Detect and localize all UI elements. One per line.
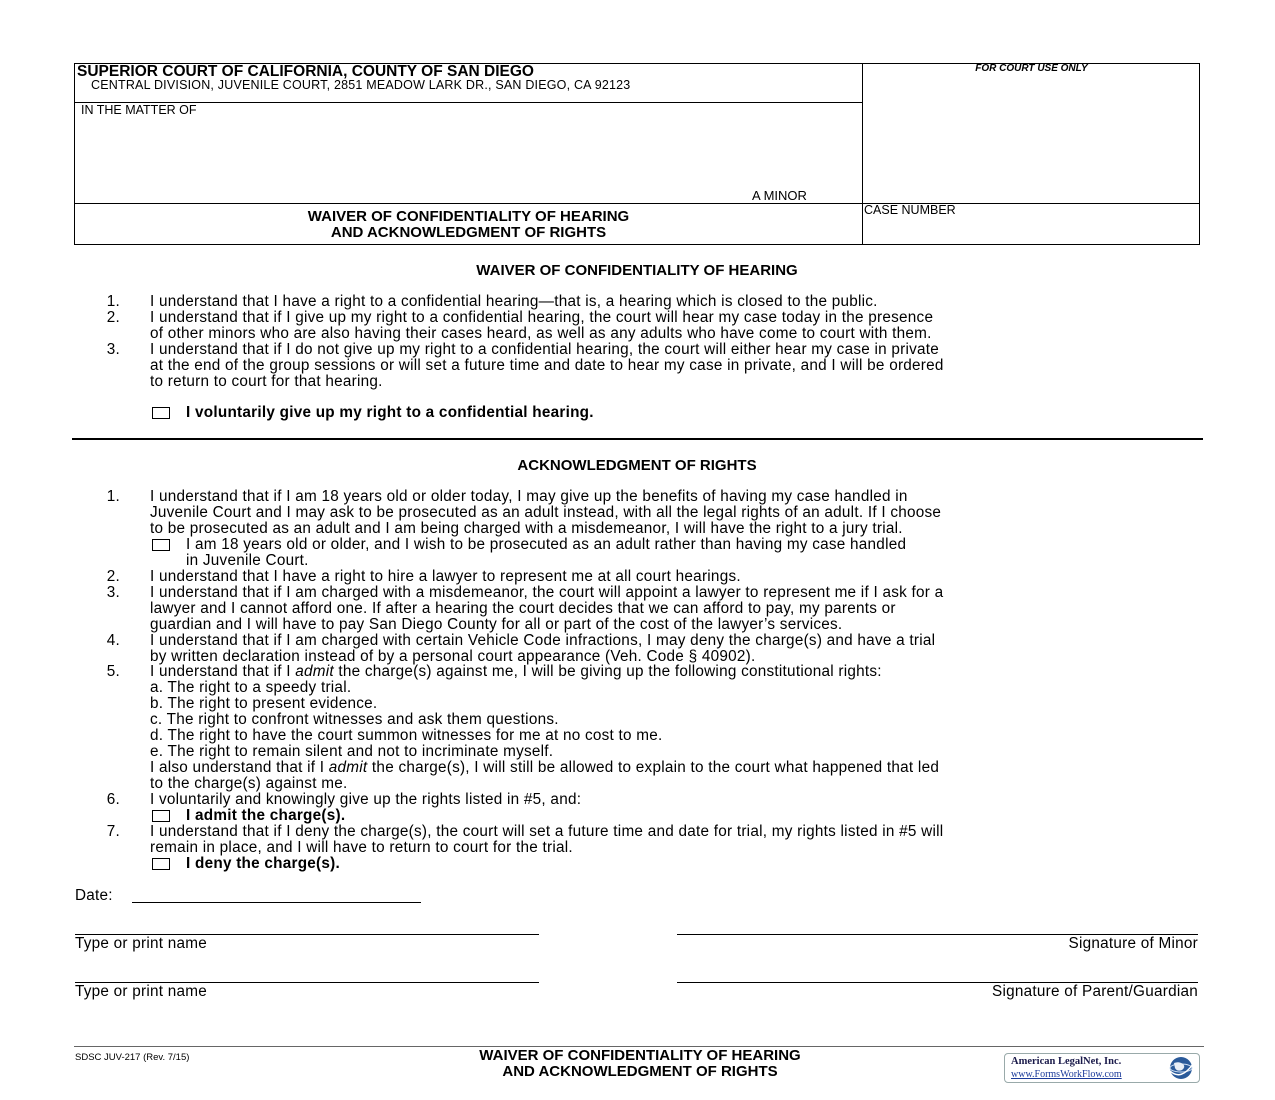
rights-item-2-line: I understand that I have a right to hire a lawyer to represent me at all court hearings. bbox=[150, 568, 741, 585]
rights-item-7-line: I understand that if I deny the charge(s), the court will set a future time and date for trial, my rights listed in #5 will bbox=[150, 823, 944, 840]
a-minor-label: A MINOR bbox=[752, 188, 807, 203]
waiver-item-2-line: of other minors who are also having their cases heard, as well as any adults who have come to court with them. bbox=[150, 325, 932, 342]
date-field[interactable] bbox=[132, 902, 421, 903]
print-name-label-1: Type or print name bbox=[75, 935, 208, 952]
section-divider bbox=[72, 438, 1203, 440]
deny-charges-checkbox[interactable] bbox=[152, 858, 170, 870]
rights-item-7-line: remain in place, and I will have to return to court for the trial. bbox=[150, 839, 573, 856]
rights-item-3-line: guardian and I will have to pay San Diego County for all or part of the cost of the lawyer’s services. bbox=[150, 616, 843, 633]
rights-item-1-line: Juvenile Court and I may ask to be prosecuted as an adult instead, with all the legal rights of an adult. If I choose bbox=[150, 504, 942, 521]
rights-item-5-number: 5. bbox=[106, 663, 120, 680]
court-name: SUPERIOR COURT OF CALIFORNIA, COUNTY OF SAN DIEGO bbox=[77, 63, 534, 80]
rights-heading: ACKNOWLEDGMENT OF RIGHTS bbox=[517, 457, 757, 474]
print-name-label-2: Type or print name bbox=[75, 983, 208, 1000]
waive-confidentiality-label: I voluntarily give up my right to a confidential hearing. bbox=[186, 404, 594, 421]
rights-item-5-also: I also understand that if I admit the charge(s), I will still be allowed to explain to the court what happened that led bbox=[150, 759, 940, 776]
waiver-item-3-line: at the end of the group sessions or will set a future time and date to hear my case in private, and I will be ordered bbox=[150, 357, 944, 374]
form-title-line1: WAIVER OF CONFIDENTIALITY OF HEARING bbox=[307, 208, 630, 225]
prosecute-as-adult-checkbox[interactable] bbox=[152, 539, 170, 551]
rights-item-5-intro: I understand that if I admit the charge(s) against me, I will be giving up the following constitutional rights: bbox=[150, 663, 882, 680]
right-confront-witnesses: c. The right to confront witnesses and ask them questions. bbox=[150, 711, 559, 728]
globe-icon bbox=[1167, 1055, 1195, 1081]
rights-item-1-number: 1. bbox=[106, 488, 120, 505]
waiver-item-1-line: I understand that I have a right to a confidential hearing—that is, a hearing which is closed to the public. bbox=[150, 293, 878, 310]
rights-item-6-number: 6. bbox=[106, 791, 120, 808]
in-the-matter-of-label: IN THE MATTER OF bbox=[81, 103, 197, 117]
rights-item-1-line: I understand that if I am 18 years old or older today, I may give up the benefits of having my case handled in bbox=[150, 488, 908, 505]
for-court-use-label: FOR COURT USE ONLY bbox=[975, 63, 1088, 74]
form-title-line2: AND ACKNOWLEDGMENT OF RIGHTS bbox=[330, 224, 607, 241]
right-remain-silent: e. The right to remain silent and not to incriminate myself. bbox=[150, 743, 554, 760]
admit-charges-checkbox[interactable] bbox=[152, 810, 170, 822]
court-address: CENTRAL DIVISION, JUVENILE COURT, 2851 MEADOW LARK DR., SAN DIEGO, CA 92123 bbox=[91, 78, 631, 92]
rights-item-2-number: 2. bbox=[106, 568, 120, 585]
waiver-item-2-number: 2. bbox=[106, 309, 120, 326]
waiver-item-3-number: 3. bbox=[106, 341, 120, 358]
rights-item-6-line: I voluntarily and knowingly give up the rights listed in #5, and: bbox=[150, 791, 582, 808]
rights-item-4-line: I understand that if I am charged with certain Vehicle Code infractions, I may deny the charge(s) and have a trial bbox=[150, 632, 936, 649]
right-present-evidence: b. The right to present evidence. bbox=[150, 695, 378, 712]
rights-item-3-line: lawyer and I cannot afford one. If after a hearing the court decides that we can afford to pay, my parents or bbox=[150, 600, 896, 617]
admit-charges-label: I admit the charge(s). bbox=[186, 807, 346, 824]
rights-item-3-line: I understand that if I am charged with a misdemeanor, the court will appoint a lawyer to represent me if I ask for a bbox=[150, 584, 944, 601]
prosecute-as-adult-label: I am 18 years old or older, and I wish to be prosecuted as an adult rather than having my case handled bbox=[186, 536, 907, 553]
form-id: SDSC JUV-217 (Rev. 7/15) bbox=[75, 1052, 190, 1063]
logo-company-name: American LegalNet, Inc. bbox=[1011, 1056, 1122, 1067]
waiver-item-3-line: I understand that if I do not give up my right to a confidential hearing, the court will either hear my case in private bbox=[150, 341, 940, 358]
right-speedy-trial: a. The right to a speedy trial. bbox=[150, 679, 352, 696]
rights-item-4-number: 4. bbox=[106, 632, 120, 649]
footer-title-line1: WAIVER OF CONFIDENTIALITY OF HEARING bbox=[479, 1047, 801, 1064]
waiver-item-3-line: to return to court for that hearing. bbox=[150, 373, 383, 390]
footer-title-line2: AND ACKNOWLEDGMENT OF RIGHTS bbox=[502, 1063, 778, 1080]
rights-item-4-line: by written declaration instead of by a personal court appearance (Veh. Code § 40902). bbox=[150, 648, 756, 665]
deny-charges-label: I deny the charge(s). bbox=[186, 855, 341, 872]
right-summon-witnesses: d. The right to have the court summon witnesses for me at no cost to me. bbox=[150, 727, 663, 744]
case-number-label: CASE NUMBER bbox=[864, 203, 956, 217]
rights-item-3-number: 3. bbox=[106, 584, 120, 601]
rights-item-7-number: 7. bbox=[106, 823, 120, 840]
logo-url: www.FormsWorkFlow.com bbox=[1011, 1069, 1122, 1080]
signature-minor-label: Signature of Minor bbox=[1068, 935, 1198, 952]
american-legalnet-logo[interactable] bbox=[1004, 1053, 1200, 1083]
waiver-item-2-line: I understand that if I give up my right to a confidential hearing, the court will hear my case today in the presence bbox=[150, 309, 934, 326]
waiver-item-1-number: 1. bbox=[106, 293, 120, 310]
waiver-heading: WAIVER OF CONFIDENTIALITY OF HEARING bbox=[476, 262, 798, 279]
prosecute-as-adult-label-cont: in Juvenile Court. bbox=[186, 552, 309, 569]
signature-parent-label: Signature of Parent/Guardian bbox=[992, 983, 1198, 1000]
date-label: Date: bbox=[75, 887, 113, 904]
rights-item-1-line: to be prosecuted as an adult and I am being charged with a misdemeanor, I will have the right to a jury trial. bbox=[150, 520, 903, 537]
waive-confidentiality-checkbox[interactable] bbox=[152, 407, 170, 419]
rights-item-5-also-cont: to the charge(s) against me. bbox=[150, 775, 348, 792]
